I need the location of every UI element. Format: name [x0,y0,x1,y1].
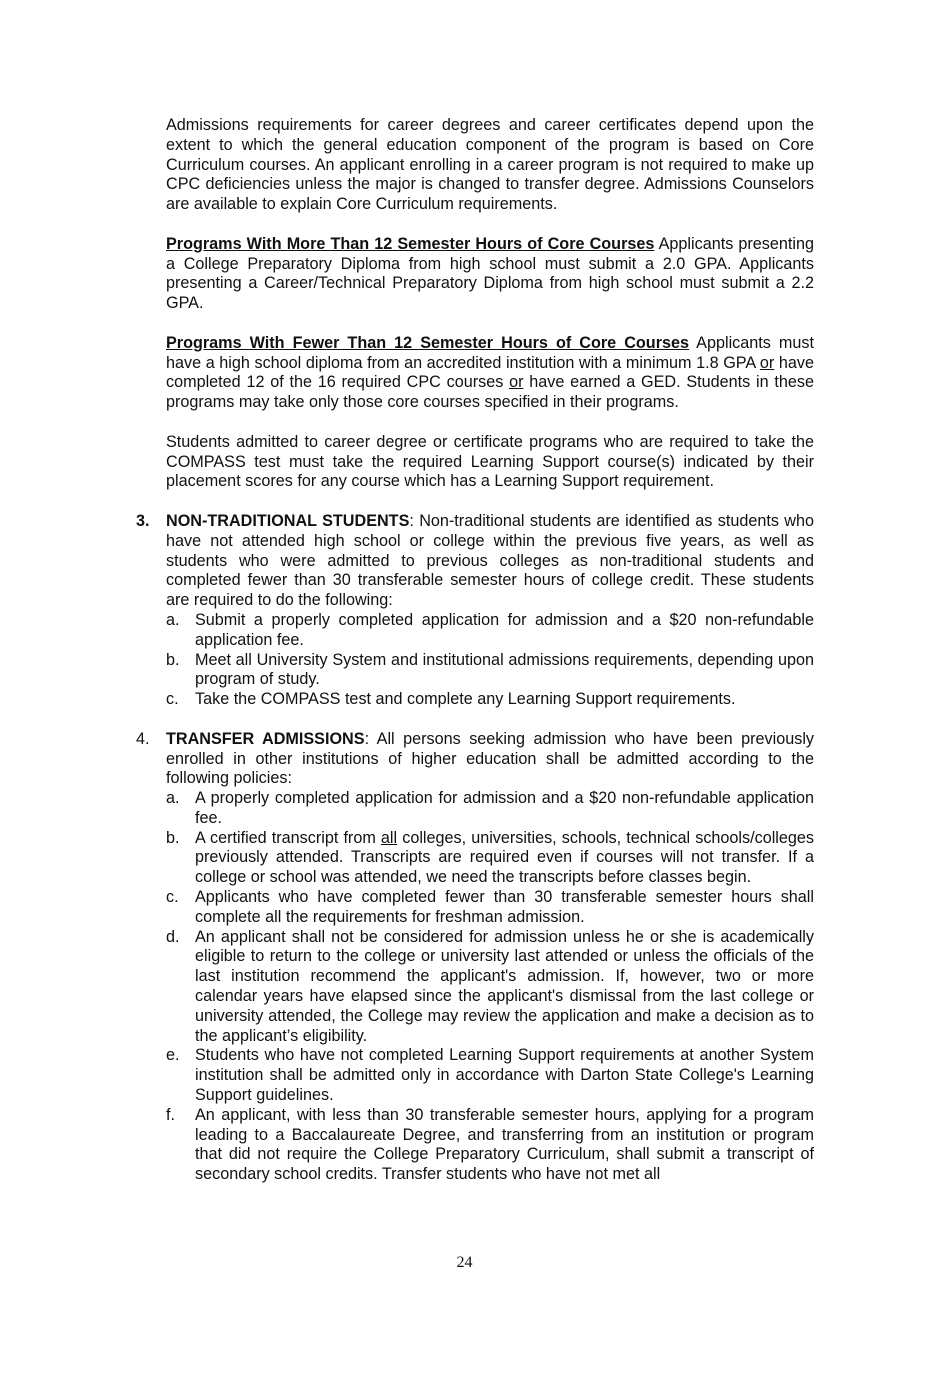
list-item-text: Applicants who have completed fewer than 30 transferable semester hours shall complete all the requirements for freshman admission. [195,888,814,926]
section-intro-text: : All persons seeking admission who have been previously enrolled in other institutions of higher education shall be admitted according to the following policies: [166,729,815,788]
more-than-12-body: Applicants presenting a College Preparatory Diploma from high school must submit a 2.0 GPA. Applicants presenting a Career/Technical Preparatory Diploma from high school must submit a 2.2 GPA. [166,234,814,313]
section-number: 4. [136,729,150,748]
list-item-label: a. [166,789,180,808]
list-item-text-part-1: A certified transcript from [195,828,381,847]
fewer-than-12-heading: Programs With Fewer Than 12 Semester Hours of Core Courses [166,333,690,352]
list-item [166,690,814,710]
list-item-text: An applicant shall not be considered for admission unless he or she is academically eligible to return to the college or university last attended or unless the officials of the last institution recommend the applicant's admission. If, however, two or more calendar years have elapsed since the applicant's dismissal from the last college or university attended, the College may review the application and make a decision as to the applicant’s eligibility. [195,927,814,1045]
section-intro [166,730,814,789]
section-intro-text: : Non-traditional students are identified as students who have not attended high school or college within the previous five years, as well as students who were admitted to previous colleges as non-traditional students and completed fewer than 30 transferable semester hours of college credit. These students are required to do the following: [166,511,814,610]
document-page [136,116,815,1205]
fewer-than-12-body-2: have completed 12 of the 16 required CPC courses [166,353,814,392]
section-non-traditional-students [136,511,814,710]
page-number: 24 [456,1254,473,1271]
list-item-label: b. [166,650,180,669]
list-item-text: Meet all University System and institutional admissions requirements, depending upon program of study. [195,650,814,689]
all-underlined: all [380,828,398,847]
or-underlined-2: or [509,373,524,392]
list-item-text-part-2: colleges, universities, schools, technical schools/colleges previously attended. Transcripts are required even if courses will not transfer. If a college or school was attended, we need the transcripts before classes begin. [195,828,815,887]
list-item [166,888,814,928]
or-underlined-1: or [759,353,775,372]
list-item-label: c. [166,888,179,907]
section-number: 3. [136,511,150,530]
list-item [166,829,814,888]
list-item [166,928,814,1047]
list-item-label: e. [166,1046,180,1065]
fewer-than-12-body-1: Applicants must have a high school diploma from an accredited institution with a minimum 1.8 GPA [166,333,814,372]
list-item-label: c. [166,690,179,709]
list-item [166,1046,814,1105]
list-item [166,1106,814,1185]
list-item [166,789,814,829]
list-item-text: A properly completed application for admission and a $20 non-refundable application fee. [195,789,814,827]
list-item-text: An applicant, with less than 30 transferable semester hours, applying for a program leading to a Baccalaureate Degree, and transferring from an institution or program that did not require the College Preparatory Curriculum, shall submit a transcript of secondary school credits. Transfer students who have not met all [195,1105,814,1184]
fewer-than-12-paragraph [166,334,814,413]
list-item [166,651,814,691]
list-item-text: Submit a properly completed application for admission and a $20 non-refundable application fee. [195,610,814,649]
list-item-text: Students who have not completed Learning Support requirements at another System institution shall be admitted only in accordance with Darton State College's Learning Support guidelines. [195,1046,814,1105]
list-item-label: a. [166,610,180,629]
list-item-label: f. [166,1105,175,1124]
section-title: NON-TRADITIONAL STUDENTS [166,511,410,530]
section-intro [166,512,814,611]
fewer-than-12-body-3: have earned a GED. Students in these programs may take only those core courses specified in their programs. [166,373,814,412]
list-item-label: d. [166,927,180,946]
compass-paragraph: Students admitted to career degree or certificate programs who are required to take the COMPASS test must take the required Learning Support course(s) indicated by their placement scores for any course which has a Learning Support requirement. [166,432,814,491]
more-than-12-paragraph [166,235,814,314]
intro-paragraph: Admissions requirements for career degrees and career certificates depend upon the extent to which the general education component of the program is based on Core Curriculum courses. An applicant enrolling in a career program is not required to make up CPC deficiencies unless the major is changed to transfer degree. Admissions Counselors are available to explain Core Curriculum requirements. [166,116,814,214]
section-transfer-admissions [136,729,815,1185]
list-item-text: Take the COMPASS test and complete any Learning Support requirements. [195,690,736,709]
section-title: TRANSFER ADMISSIONS [166,729,365,748]
list-item [166,611,814,651]
list-item-label: b. [166,828,180,847]
list-item-text [195,829,814,888]
more-than-12-heading: Programs With More Than 12 Semester Hours of Core Courses [166,234,655,253]
